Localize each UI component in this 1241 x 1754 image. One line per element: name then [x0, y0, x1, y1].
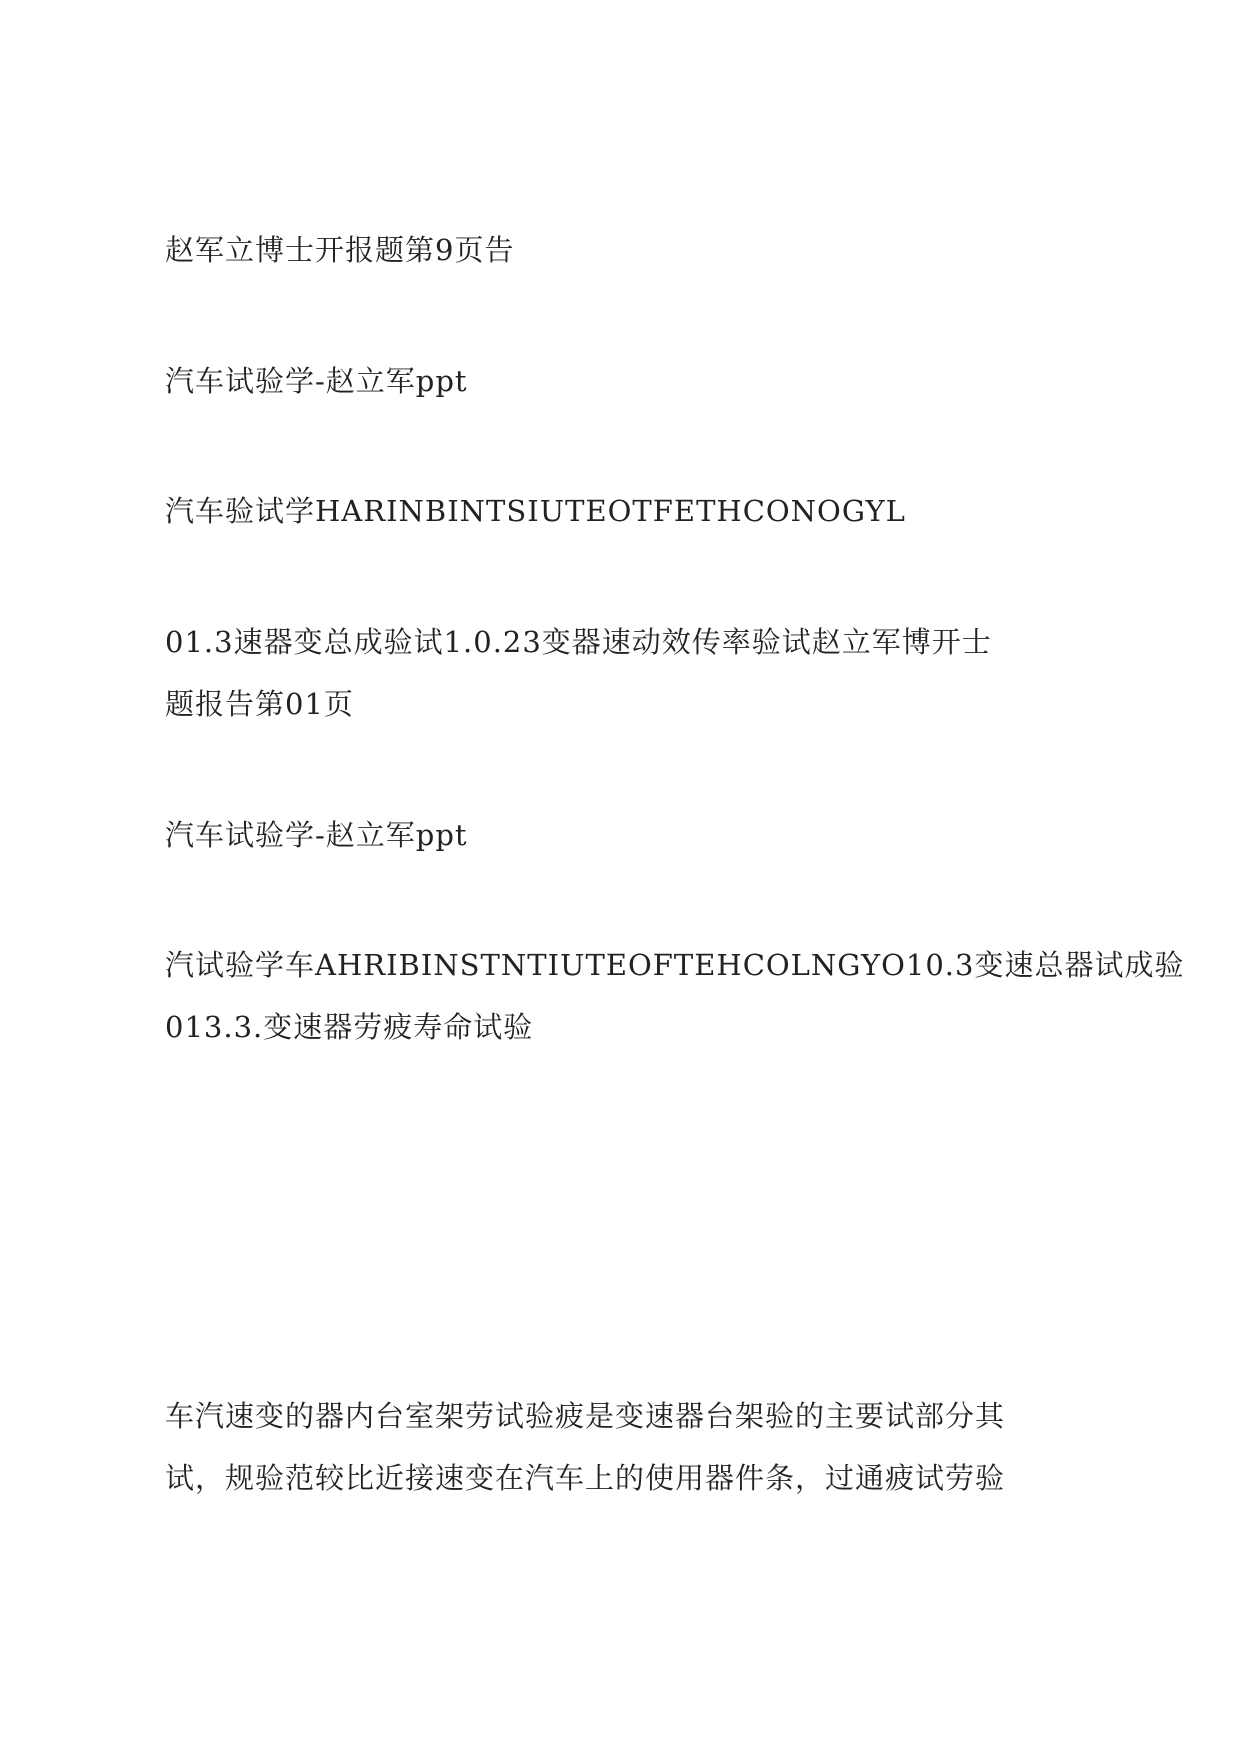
- text-line-ppt-title: 汽车试验学-赵立军ppt: [165, 364, 468, 398]
- text-line-body-paragraph-cont: 试，规验范较比近接速变在汽车上的使用器件条，过通疲试劳验: [165, 1461, 1006, 1495]
- text-line-report-page: 赵军立博士开报题第9页告: [165, 233, 515, 267]
- text-line-section-heading: 01.3速器变总成验试1.0.23变器速动效传率验试赵立军博开士: [165, 625, 992, 659]
- text-line-ppt-title-repeat: 汽车试验学-赵立军ppt: [165, 818, 468, 852]
- text-line-body-paragraph: 车汽速变的器内台室架劳试验疲是变速器台架验的主要试部分其: [165, 1399, 1006, 1433]
- text-line-course-title: 汽车验试学HARINBINTSIUTEOTFETHCONOGYL: [165, 494, 906, 528]
- text-line-section-heading-cont: 题报告第01页: [165, 687, 354, 721]
- text-line-subsection-fatigue: 013.3.变速器劳疲寿命试验: [165, 1010, 534, 1044]
- text-line-course-section: 汽试验学车AHRIBINSTNTIUTEOFTEHCOLNGYO10.3变速总器试成验: [165, 948, 1185, 982]
